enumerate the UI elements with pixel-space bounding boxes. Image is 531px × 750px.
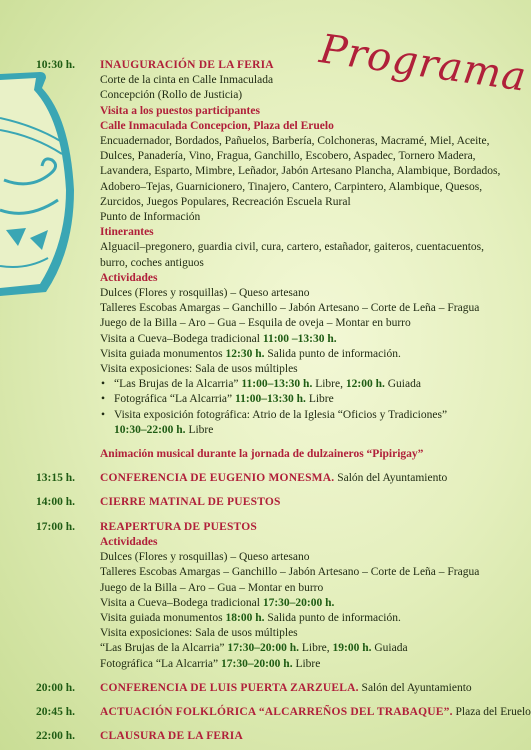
event-line: Punto de Información — [100, 211, 201, 224]
event-heading: CONFERENCIA DE EUGENIO MONESMA. — [100, 472, 335, 485]
activity-text: Visita guiada monumentos — [100, 347, 226, 360]
event-time: 13:15 h. — [36, 472, 75, 485]
event-location: Salón del Ayuntamiento — [358, 681, 472, 694]
subheading: Actividades — [100, 535, 158, 548]
page-title: Programa — [316, 26, 530, 101]
event-time: 10:30 h. — [36, 59, 75, 71]
exhibit-text: Fotográfica “La Alcarria” — [100, 657, 222, 670]
subheading: Actividades — [100, 271, 158, 284]
exhibit-text: Libre — [305, 393, 334, 406]
exhibit-time: 17:30–20:00 h. — [221, 657, 293, 670]
activity-line — [100, 332, 508, 347]
activity-line: Dulces (Flores y rosquillas) – Queso artesano — [100, 287, 310, 300]
event-1400 — [0, 495, 516, 510]
activity-text: Visita guiada monumentos — [100, 611, 226, 624]
activity-line: Dulces (Flores y rosquillas) – Queso artesano — [100, 551, 310, 564]
exhibit-bullet — [100, 377, 508, 392]
activity-line — [100, 347, 508, 362]
exhibit-text: Libre — [292, 657, 321, 670]
subheading: Itinerantes — [100, 226, 154, 239]
event-time: 22:00 h. — [36, 730, 75, 743]
event-time: 17:00 h. — [36, 520, 75, 533]
activity-time: 11:00 –13:30 h. — [262, 332, 337, 345]
exhibit-time: 11:00–13:30 h. — [235, 393, 306, 406]
event-2045 — [0, 705, 531, 720]
event-heading: CONFERENCIA DE LUIS PUERTA ZARZUELA. — [100, 681, 359, 694]
activity-line: Talleres Escobas Amargas – Ganchillo – Jabón Artesano – Corte de Leña – Fragua — [100, 302, 480, 315]
exhibit-text: “Las Brujas de la Alcarria” — [114, 378, 242, 391]
event-location: Plaza del Eruelo — [452, 705, 531, 718]
exhibit-time: 19:00 h. — [332, 642, 372, 655]
event-time: 20:45 h. — [36, 705, 75, 718]
activity-text: Salida punto de información. — [264, 347, 401, 360]
exhibit-text: Fotográfica “La Alcarria” — [114, 393, 236, 406]
trades-list: Encuadernador, Bordados, Pañuelos, Barbería, Colchoneras, Macramé, Miel, Aceite, Dulces, Panadería, Vino, Fragua, Ganchillo, Escobero, Aspadec, Tornero Madera, Lavandera, Esparto, Mimbre, Leñador, Jabón Artesano Plancha, Alambique, Bordados, Adobero–Tejas, Guarnicionero, Tinajero, Cantero, Carpintero, Alambique, Quesos, Zurcidos, Juegos Populares, Recreación Escuela Rural — [100, 135, 501, 208]
itinerantes-list: Alguacil–pregonero, guardia civil, cura, cartero, estañador, gaiteros, cuentacuentos, burro, coches antiguos — [100, 241, 484, 269]
event-heading: CLAUSURA DE LA FERIA — [100, 730, 243, 743]
activity-time: 12:30 h. — [225, 347, 265, 360]
exhibit-time: 11:00–13:30 h. — [241, 378, 313, 391]
activity-text: Salida punto de información. — [264, 611, 401, 624]
event-2000 — [0, 681, 516, 696]
event-location: Salón del Ayuntamiento — [334, 472, 448, 485]
animacion-note: Animación musical durante la jornada de dulzaineros “Pipirigay” — [100, 448, 424, 461]
exhibit-text: Libre, — [312, 378, 346, 391]
subheading: Calle Inmaculada Concepcion, Plaza del Eruelo — [100, 119, 334, 132]
event-time: 20:00 h. — [36, 681, 75, 694]
event-1700 — [0, 520, 516, 672]
exhibit-time-line — [100, 423, 508, 438]
activity-line: Visita exposiciones: Sala de usos múltiples — [100, 627, 298, 640]
event-line: Corte de la cinta en Calle Inmaculada — [100, 74, 274, 87]
event-2200 — [0, 729, 516, 744]
activity-time: 17:30–20:00 h. — [262, 596, 335, 609]
event-1030 — [0, 58, 516, 462]
event-heading: INAUGURACIÓN DE LA FERIA — [100, 59, 274, 71]
activity-line — [100, 611, 508, 626]
event-line: Concepción (Rollo de Justicia) — [100, 89, 243, 102]
activity-line: Talleres Escobas Amargas – Ganchillo – Jabón Artesano – Corte de Leña – Fragua — [100, 566, 480, 579]
event-time: 14:00 h. — [36, 496, 75, 509]
exhibit-text: Libre — [185, 423, 214, 436]
program-list — [0, 58, 531, 744]
activity-line — [100, 596, 508, 611]
exhibit-text: “Las Brujas de la Alcarria” — [100, 642, 228, 655]
exhibit-text: Guiada — [371, 642, 408, 655]
event-1315 — [0, 471, 516, 486]
exhibit-time: 12:00 h. — [345, 378, 385, 391]
subheading: Visita a los puestos participantes — [100, 104, 260, 117]
activity-text: Visita a Cueva–Bodega tradicional — [100, 596, 263, 609]
event-heading: REAPERTURA DE PUESTOS — [100, 520, 257, 533]
activity-line: Juego de la Billa – Aro – Gua – Montar en burro — [100, 581, 324, 594]
activity-line: Juego de la Billa – Aro – Gua – Esquila de oveja – Montar en burro — [100, 317, 411, 330]
activity-text: Visita a Cueva–Bodega tradicional — [100, 332, 263, 345]
activity-line — [100, 657, 508, 672]
exhibit-bullet — [100, 392, 508, 407]
activity-line: Visita exposiciones: Sala de usos múltiples — [100, 363, 298, 376]
exhibit-time: 17:30–20:00 h. — [227, 642, 299, 655]
exhibit-bullet: • Visita exposición fotográfica: Atrio de la Iglesia “Oficios y Tradiciones” — [100, 408, 508, 423]
exhibit-text: Guiada — [384, 378, 421, 391]
event-heading: CIERRE MATINAL DE PUESTOS — [100, 496, 281, 509]
activity-line — [100, 641, 508, 656]
activity-time: 18:00 h. — [225, 611, 265, 624]
exhibit-time: 10:30–22:00 h. — [114, 423, 186, 436]
event-heading: ACTUACIÓN FOLKLÓRICA “ALCARREÑOS DEL TRABAQUE”. — [100, 705, 453, 718]
exhibit-text: Libre, — [298, 642, 333, 655]
